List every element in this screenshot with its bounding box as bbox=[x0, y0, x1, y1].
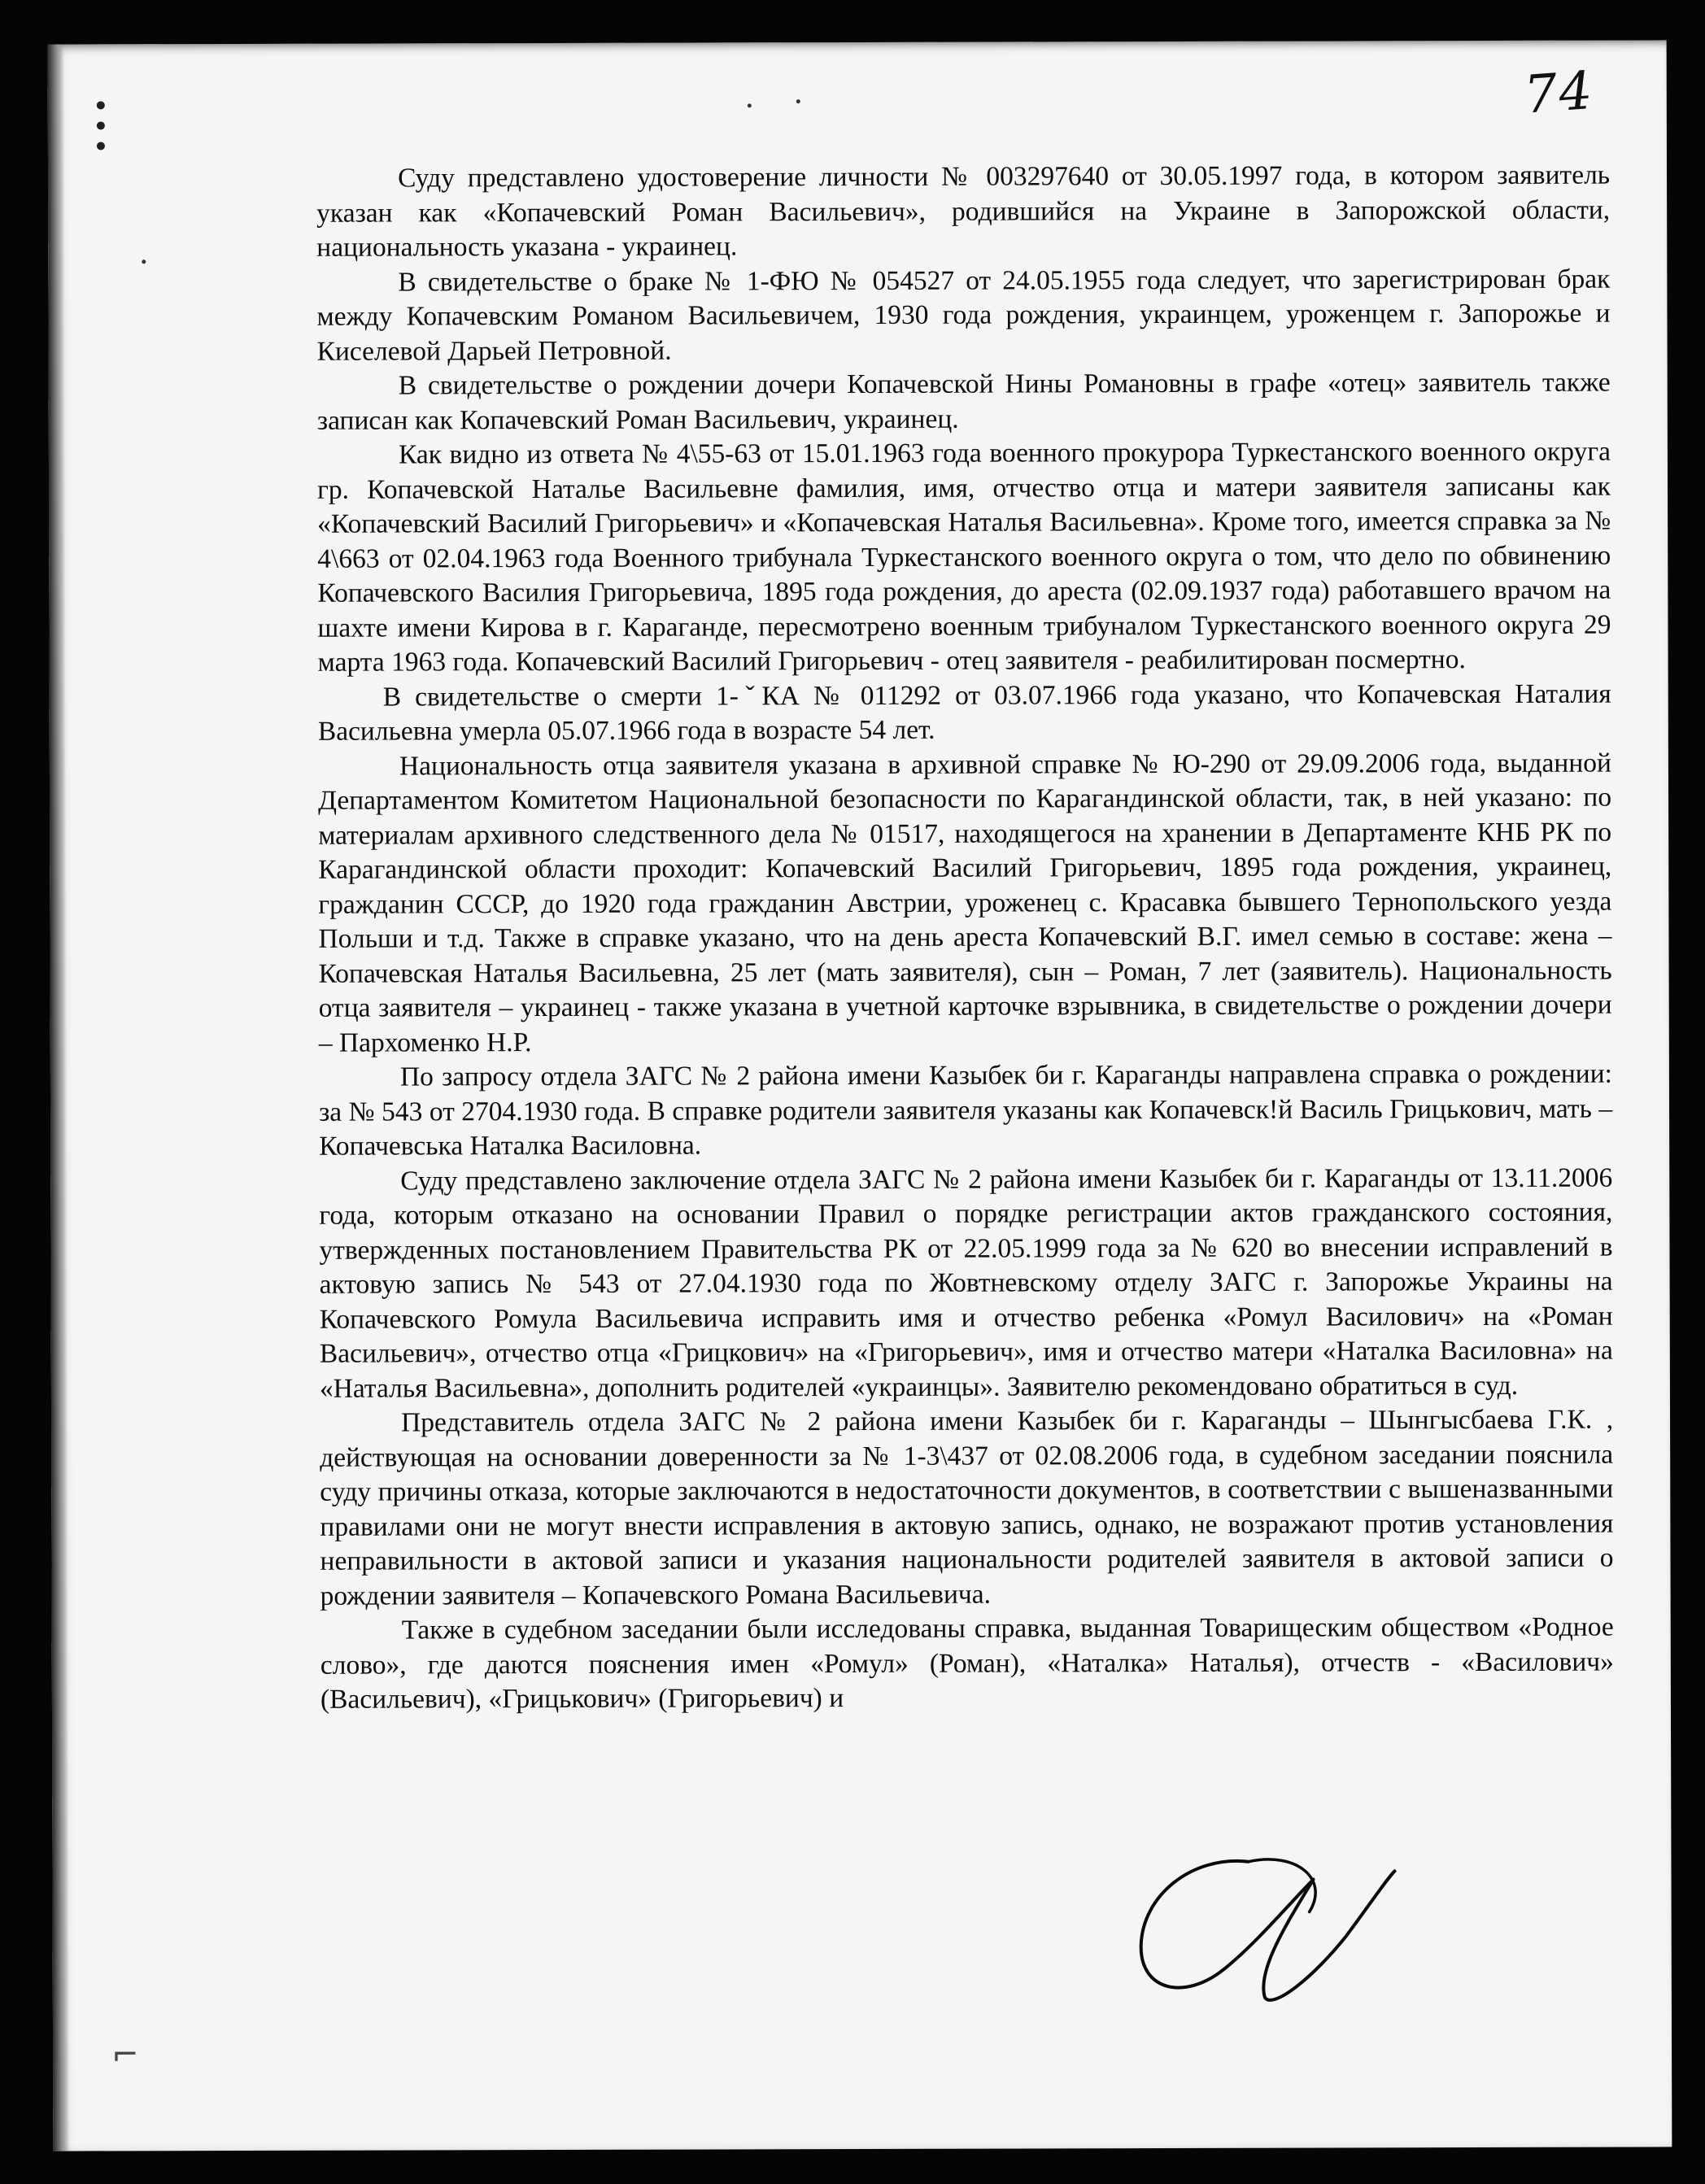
binding-hole-icon bbox=[97, 121, 105, 129]
handwritten-signature bbox=[1126, 1846, 1403, 2010]
paper-speck bbox=[142, 259, 146, 264]
document-body bbox=[316, 159, 1614, 1718]
binding-hole-icon bbox=[97, 142, 105, 150]
paragraph-id-card: Суду представлено удостоверение личности № 003297640 от 30.05.1997 года, в котором заявитель указан как «Копачевский Роман Васильевич», родившийся на Украине в Запорожской области, национальность указана - украинец. bbox=[316, 159, 1611, 263]
margin-mark-icon: ⌐ bbox=[111, 2036, 139, 2074]
paragraph-court-examination: Также в судебном заседании были исследованы справка, выданная Товарищеским обществом «Родное слово», где даются пояснения имен «Ромул» (Роман), «Наталка» Наталья), отчеств - «Василович» (Васильевич), «Грицькович» (Григорьевич) и bbox=[320, 1611, 1614, 1715]
paragraph-zags-conclusion: Суду представлено заключение отдела ЗАГС № 2 района имени Казыбек би г. Караганды от 13.11.2006 года, которым отказано на основании Правил о порядке регистрации актов гражданского состояния, утвержденных постановлением Правительства РК от 22.05.1999 года за № 620 во внесении исправлений в актовую запись № 543 от 27.04.1930 года по Жовтневскому отделу ЗАГС г. Запорожье Украины на Копачевского Ромула Васильевича исправить имя и отчество ребенка «Ромул Василович» на «Роман Васильевич», отчество отца «Грицкович» на «Григорьевич», имя и отчество матери «Наталка Василовна» на «Наталья Васильевна», дополнить родителей «украинцы». Заявителю рекомендовано обратиться в суд. bbox=[319, 1162, 1613, 1404]
paper-speck bbox=[796, 99, 800, 103]
paragraph-archive-certificate: Национальность отца заявителя указана в архивной справке № Ю-290 от 29.09.2006 года, выданной Департаментом Комитетом Национальной безопасности по Карагандинской области, так, в ней указано: по материалам архивного следственного дела № 01517, находящегося на хранении в Департаменте КНБ РК по Карагандинской области проходит: Копачевский Василий Григорьевич, 1895 года рождения, украинец, гражданин СССР, до 1920 года гражданин Австрии, уроженец с. Красавка бывшего Тернопольского уезда Польши и т.д. Также в справке указано, что на день ареста Копачевский В.Г. имел семью в составе: жена – Копачевская Наталья Васильевна, 25 лет (мать заявителя), сын – Роман, 7 лет (заявитель). Национальность отца заявителя – украинец - также указана в учетной карточке взрывника, в свидетельстве о рождении дочери – Пархоменко Н.Р. bbox=[317, 748, 1612, 1058]
paragraph-marriage-certificate: В свидетельстве о браке № 1-ФЮ № 054527 от 24.05.1955 года следует, что зарегистрирован брак между Копачевским Романом Васильевичем, 1930 года рождения, украинцем, уроженцем г. Запорожье и Киселевой Дарьей Петровной. bbox=[316, 264, 1611, 367]
document-page bbox=[48, 40, 1672, 2151]
binding-hole-icon bbox=[97, 101, 105, 109]
paper-speck bbox=[748, 103, 752, 107]
handwritten-page-number: 74 bbox=[1521, 60, 1596, 126]
paragraph-death-certificate: В свидетельстве о смерти 1-ˇКА № 011292 от 03.07.1966 года указано, что Копачевская Наталия Васильевна умерла 05.07.1966 года в возрасте 54 лет. bbox=[317, 678, 1611, 747]
paragraph-prosecutor-answer: Как видно из ответа № 4\55-63 от 15.01.1963 года военного прокурора Туркестанского военного округа гр. Копачевской Наталье Васильевне фамилия, имя, отчество отца и матери заявителя записаны как «Копачевский Василий Григорьевич» и «Копачевская Наталья Васильевна». Кроме того, имеется справка за № 4\663 от 02.04.1963 года Военного трибунала Туркестанского военного округа о том, что дело по обвинению Копачевского Василия Григорьевича, 1895 года рождения, до ареста (02.09.1937 года) работавшего врачом на шахте имени Кирова в г. Караганде, пересмотрено военным трибуналом Туркестанского военного округа 29 марта 1963 года. Копачевский Василий Григорьевич - отец заявителя - реабилитирован посмертно. bbox=[316, 436, 1611, 678]
paragraph-daughter-birth-certificate: В свидетельстве о рождении дочери Копачевской Нины Романовны в графе «отец» заявитель также записан как Копачевский Роман Васильевич, украинец. bbox=[316, 367, 1611, 436]
paragraph-zags-representative: Представитель отдела ЗАГС № 2 района имени Казыбек би г. Караганды – Шынгысбаева Г.К. , действующая на основании доверенности за № 1-3\437 от 02.08.2006 года, в судебном заседании пояснила суду причины отказа, которые заключаются в недостаточности документов, в соответствии с вышеназванными правилами они не могут внести исправления в актовую запись, однако, не возражают против установления неправильности в актовой записи и указания национальности родителей заявителя в актовой записи о рождении заявителя – Копачевского Романа Васильевича. bbox=[320, 1404, 1614, 1611]
paragraph-zags-request: По запросу отдела ЗАГС № 2 района имени Казыбек би г. Караганды направлена справка о рождении: за № 543 от 2704.1930 года. В справке родители заявителя указаны как Копачевск!й Василь Грицькович, мать – Копачевська Наталка Василовна. bbox=[319, 1058, 1613, 1162]
